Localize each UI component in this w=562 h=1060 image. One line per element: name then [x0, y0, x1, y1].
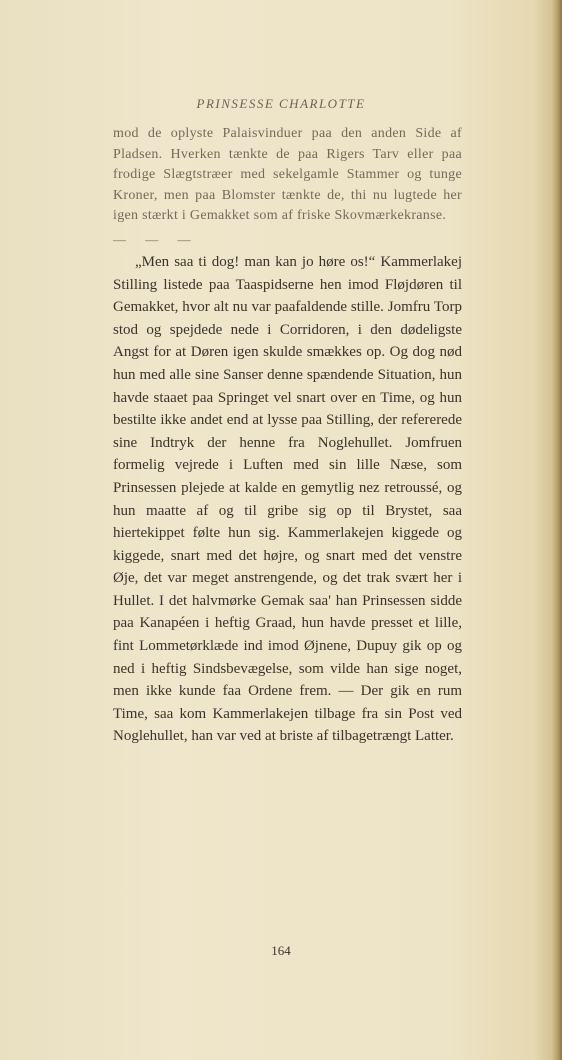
page-number: 164 — [271, 943, 291, 958]
running-head: PRINSESSE CHARLOTTE — [196, 96, 366, 111]
section-separator: — — — — [113, 231, 199, 247]
page-edge-shadow — [552, 0, 562, 1060]
paragraph-1: mod de oplyste Palaisvinduer paa den anden Side af Pladsen. Hverken tænkte de paa Rigers Tarv eller paa frodige Slægtstræer med sekelgamle Stammer og tunge Kroner, men paa Blomster tænkte de, thi nu lugtede her igen stærkt i Gemakket som af friske Skovmærkekranse. — [113, 126, 462, 224]
paragraph-2: „Men saa ti dog! man kan jo høre os!“ Kammerlakej Stilling listede paa Taaspidserne hen imod Fløjdøren til Gemakket, hvor alt nu var paafaldende stille. Jomfru Torp stod og spejdede nede i Corridoren, i den dødeligste Angst for at Døren igen skulde smækkes op. Og dog nød hun med alle sine Sanser denne spændende Situation, hun havde staaet paa Springet vel snart over en Time, og hun bestilte ikke andet end at lysse paa Stilling, der refererede sine Indtryk der henne fra Noglehullet. Jomfruen formelig vejrede i Luften med sin lille Næse, som Prinsessen plejede at kalde en gemytlig nez retroussé, og hun maatte af og til gribe sig op til Brystet, saa hiertekippet følte hun sig. Kammerlakejen kiggede og kiggede, snart med det højre, og snart med det venstre Øje, det var meget anstrengende, og det trak svært her i Hullet. I det halvmørke Gemak saa' han Prinsessen sidde paa Kanapéen i heftig Graad, hun havde presset et lille, fint Lommetørklæde ind imod Øjnene, Dupuy gik op og ned i heftig Sindsbevægelse, som vilde han sige noget, men ikke kunde faa Ordene frem. — Der gik en rum Time, saa kom Kammerlakejen tilbage fra sin Post ved Noglehullet, han var ved at briste af tilbagetrængt Latter. — [113, 253, 462, 745]
body-text — [113, 124, 462, 748]
